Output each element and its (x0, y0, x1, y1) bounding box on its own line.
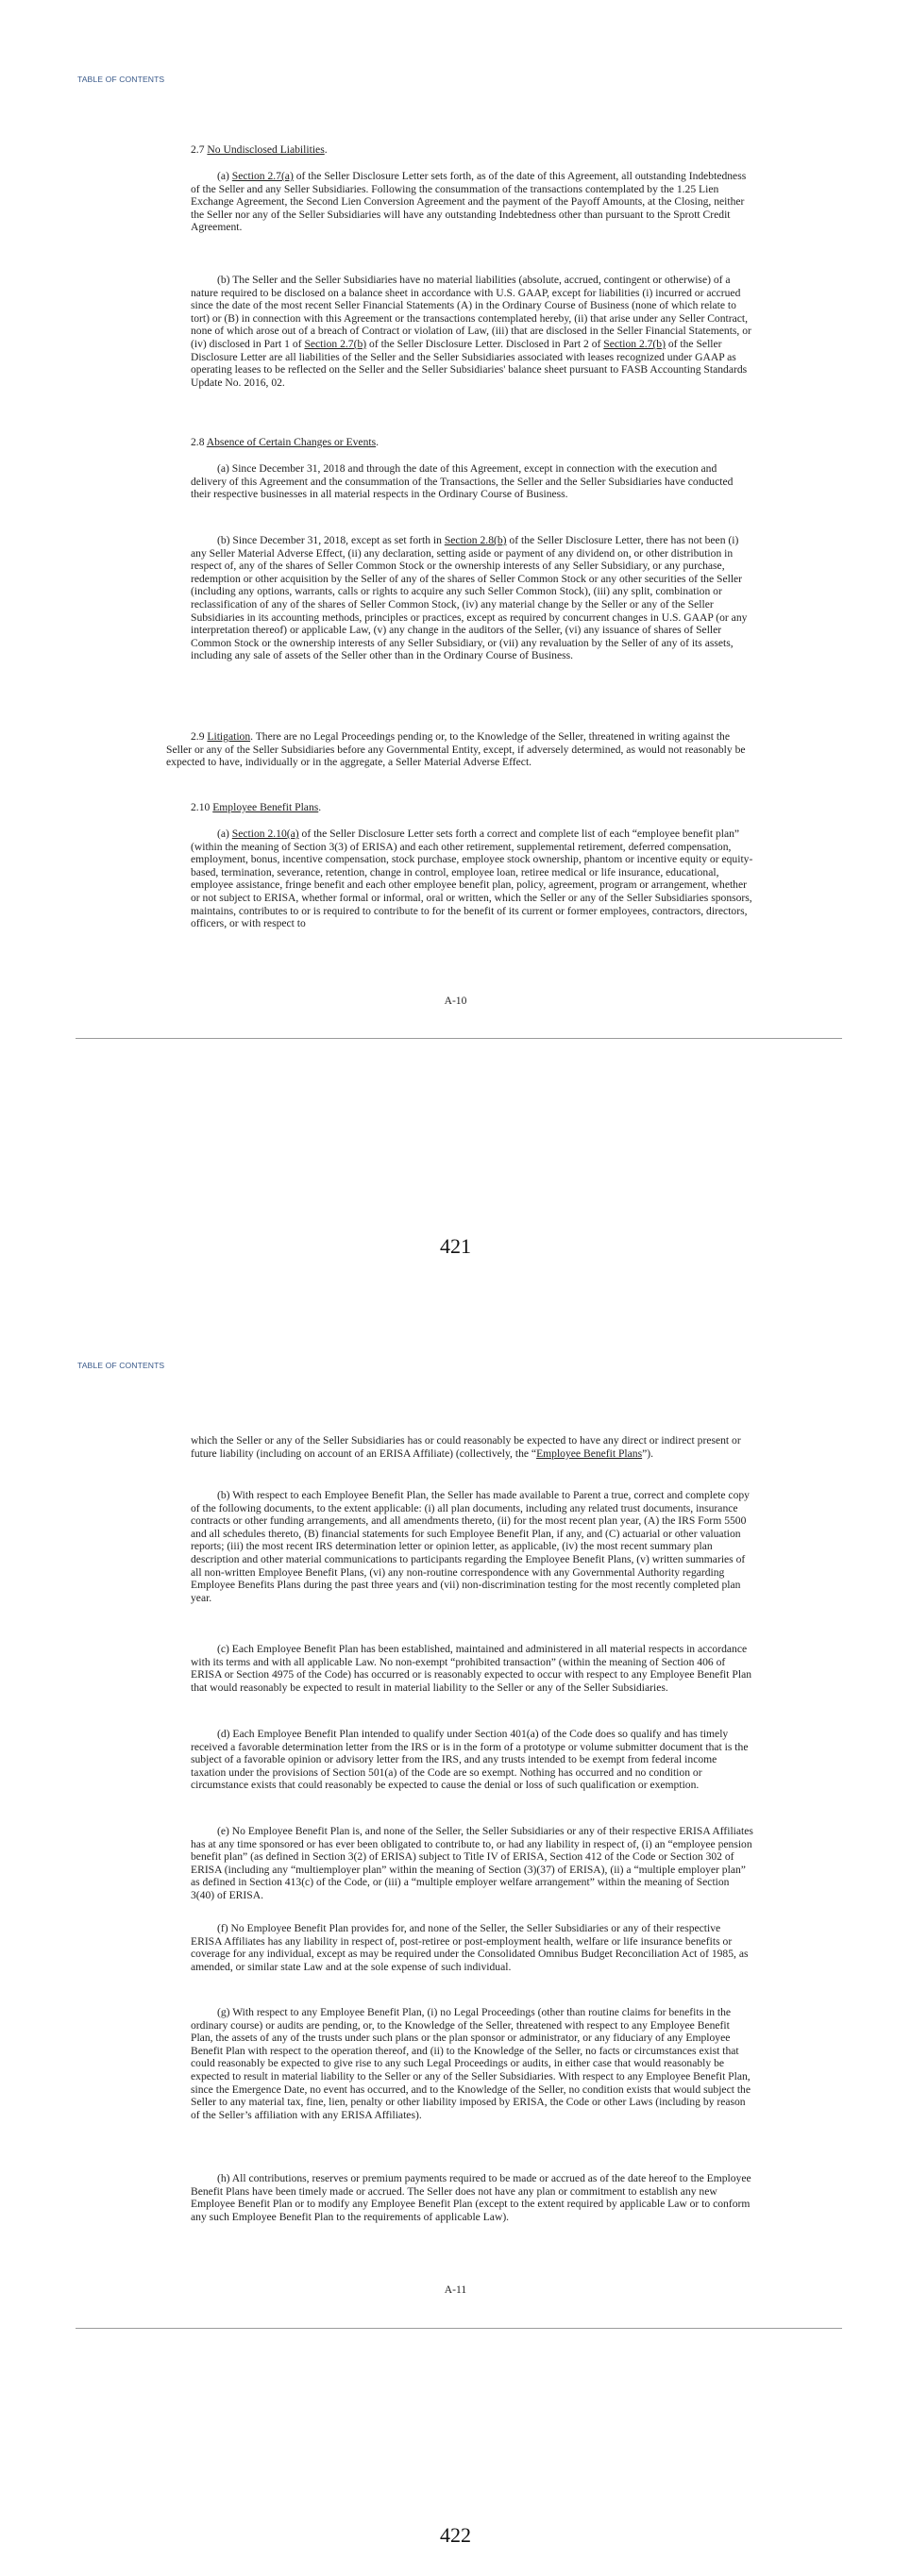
section-title: No Undisclosed Liabilities (207, 143, 325, 156)
section-2-10-g: (g) With respect to any Employee Benefit Plan, (i) no Legal Proceedings (other than routine claims for benefits in the ordinary course) or audits are pending, or, to the Knowledge of the Seller, threatened with respect to any Employee Benefit Plan, the assets of any of the trusts under such plans or the plan sponsor or administrator, or any fiduciary of any Employee Benefit Plan with respect to the operation thereof, and (ii) to the Knowledge of the Seller, no facts or circumstances exist that could reasonably be expected to give rise to any such Legal Proceedings or audits, in either case that would reasonably be expected to result in material liability to the Seller or any of the Seller Subsidiaries. With respect to any Employee Benefit Plan, since the Emergence Date, no event has occurred, and to the Knowledge of the Seller, no condition exists that would subject the Seller to any material tax, fine, lien, penalty or other liability imposed by ERISA, the Code or other Laws (including by reason of the Seller’s affiliation with any ERISA Affiliates). (191, 2006, 751, 2121)
page-divider (76, 1038, 842, 1039)
table-of-contents-link[interactable]: TABLE OF CONTENTS (77, 1361, 165, 1370)
section-2-10-heading: 2.10 Employee Benefit Plans. (191, 801, 322, 813)
page-divider (76, 2328, 842, 2329)
section-2-7-a: (a) Section 2.7(a) of the Seller Disclosure Letter sets forth, as of the date of this Agreement, all outstanding Indebtedness of the Seller and any Seller Subsidiaries. Following the consummation of the transactions contemplated by the 1.25 Lien Exchange Agreement, the Second Lien Conversion Agreement and the payment of the Payoff Amounts, at the Closing, neither the Seller nor any of the Seller Subsidiaries will have any outstanding Indebtedness other than pursuant to the Sprott Credit Agreement. (191, 170, 747, 234)
section-number: 2.10 (191, 801, 211, 813)
section-2-7-heading: 2.7 No Undisclosed Liabilities. (191, 143, 328, 156)
section-reference: Section 2.7(b) (603, 337, 666, 350)
section-2-7 (191, 143, 753, 157)
page-folio: A-10 (444, 995, 467, 1007)
page-folio: A-11 (444, 2283, 467, 2296)
section-2-10-d: (d) Each Employee Benefit Plan intended to qualify under Section 401(a) of the Code does so qualify and has timely received a favorable determination letter from the IRS or is in the form of a prototype or volume submitter document that is the subject of a favorable opinion or advisory letter from the IRS, and any trusts intended to be exempt from federal income taxation under the provisions of Section 501(a) of the Code are so exempt. Nothing has occurred and no condition or circumstance exists that could reasonably be expected to cause the denial or loss of such qualification or exemption. (191, 1728, 749, 1792)
section-2-10-e: (e) No Employee Benefit Plan is, and none of the Seller, the Seller Subsidiaries or any of their respective ERISA Affiliates has at any time sponsored or has ever been obligated to contribute to, or had any liability in respect of, (i) an “employee pension benefit plan” (as defined in Section 3(2) of ERISA) subject to Title IV of ERISA, Section 412 of the Code or Section 302 of ERISA (including any “multiemployer plan” within the meaning of Section (3)(37) of ERISA), (ii) a “multiple employer plan” as defined in Section 413(c) of the Code, or (iii) a “multiple employer welfare arrangement” within the meaning of Section 3(40) of ERISA. (191, 1825, 753, 1901)
section-2-8-b: (b) Since December 31, 2018, except as set forth in Section 2.8(b) of the Seller Disclosure Letter, there has not been (i) any Seller Material Adverse Effect, (ii) any declaration, setting aside or payment of any dividend on, or other distribution in respect of, any of the shares of Seller Common Stock or the ownership interests of any Seller Subsidiary, or any purchase, redemption or other acquisition by the Seller of any of the shares of Seller Common Stock or any other securities of the Seller (including any options, warrants, calls or rights to acquire any such Seller Common Stock), (iii) any split, combination or reclassification of any of the shares of Seller Common Stock, (iv) any material change by the Seller or any of the Seller Subsidiaries in its accounting methods, principles or practices, except as required by concurrent changes in U.S. GAAP (or any interpretation thereof) or applicable Law, (v) any change in the auditors of the Seller, (vi) any issuance of shares of Seller Common Stock or the ownership interests of any Seller Subsidiary, or (vii) any revaluation by the Seller of any of its assets, including any sale of assets of the Seller other than in the Ordinary Course of Business. (191, 534, 748, 662)
page-number: 421 (440, 1234, 471, 1258)
section-reference: Section 2.7(a) (231, 170, 294, 182)
section-2-8-heading: 2.8 Absence of Certain Changes or Events. (191, 436, 380, 448)
section-number: 2.8 (191, 436, 205, 448)
defined-term: Employee Benefit Plans (536, 1447, 643, 1460)
section-2-10-a-continued: which the Seller or any of the Seller Subsidiaries has or could reasonably be expected to have any direct or indirect present or future liability (including on account of an ERISA Affiliate) (collectively, the “Employee Benefit Plans”). (191, 1434, 741, 1460)
section-2-8 (191, 436, 753, 449)
section-2-10-a: (a) Section 2.10(a) of the Seller Disclosure Letter sets forth a correct and complete list of each “employee benefit plan” (within the meaning of Section 3(3) of ERISA) and each other retirement, supplemental retirement, deferred compensation, employment, bonus, incentive compensation, stock purchase, employee stock ownership, phantom or incentive equity or equity-based, termination, severance, retention, change in control, employee loan, retiree medical or life insurance, educational, employee assistance, fringe benefit and each other employee benefit plan, policy, agreement, program or arrangement, whether or not subject to ERISA, whether formal or informal, oral or written, which the Seller or any of the Seller Subsidiaries sponsors, maintains, contributes to or is required to contribute to for the benefit of its current or former employees, contractors, directors, officers, or with respect to (191, 828, 753, 930)
section-2-10-f: (f) No Employee Benefit Plan provides for, and none of the Seller, the Seller Subsidiaries or any of their respective ERISA Affiliates has any liability in respect of, post-retiree or post-employment health, welfare or life insurance benefits or coverage for any individual, except as may be required under the Consolidated Omnibus Budget Reconciliation Act of 1985, as amended, or similar state Law and at the sole expense of such individual. (191, 1922, 749, 1973)
section-2-8-a: (a) Since December 31, 2018 and through the date of this Agreement, except in connection with the execution and delivery of this Agreement and the consummation of the Transactions, the Seller and the Seller Subsidiaries have conducted their respective businesses in all material respects in the Ordinary Course of Business. (191, 462, 734, 501)
table-of-contents-link[interactable]: TABLE OF CONTENTS (77, 75, 165, 84)
section-reference: Section 2.7(b) (304, 337, 367, 350)
page-number: 422 (440, 2523, 471, 2547)
section-number: 2.9 (191, 730, 205, 743)
section-title: Absence of Certain Changes or Events (206, 436, 377, 448)
section-reference: Section 2.10(a) (231, 828, 299, 840)
section-2-10-b: (b) With respect to each Employee Benefit Plan, the Seller has made available to Parent a true, correct and complete copy of the following documents, to the extent applicable: (i) all plan documents, including any related trust documents, insurance contracts or other funding arrangements, and all amendments thereto, (ii) for the most recent plan year, (A) the IRS Form 5500 and all schedules thereto, (B) financial statements for such Employee Benefit Plan, if any, and (C) actuarial or other valuation reports; (iii) the most recent IRS determination letter or opinion letter, as applicable, (iv) the most recent summary plan description and other material communications to participants regarding the Employee Benefit Plans, (v) written summaries of all non-written Employee Benefit Plans, (vi) any non-routine correspondence with any Governmental Authority regarding Employee Benefits Plans during the past three years and (vii) non-discrimination testing for the most recently completed plan year. (191, 1489, 750, 1604)
section-reference: Section 2.8(b) (444, 534, 507, 546)
section-title: Employee Benefit Plans (212, 801, 319, 813)
section-2-7-b: (b) The Seller and the Seller Subsidiaries have no material liabilities (absolute, accrued, contingent or otherwise) of a nature required to be disclosed on a balance sheet in accordance with U.S. GAAP, except for liabilities (i) incurred or accrued since the date of the most recent Seller Financial Statements (A) in the Ordinary Course of Business (none of which relate to tort) or (B) in connection with this Agreement or the transactions contemplated hereby, (ii) that arise under any Seller Contract, none of which arose out of a breach of Contract or violation of Law, (iii) that are disclosed in the Seller Financial Statements, or (iv) disclosed in Part 1 of Section 2.7(b) of the Seller Disclosure Letter. Disclosed in Part 2 of Section 2.7(b) of the Seller Disclosure Letter are all liabilities of the Seller and the Seller Subsidiaries associated with leases recognized under GAAP as operating leases to be reflected on the Seller and the Seller Subsidiaries' balance sheet pursuant to FASB Accounting Standards Update No. 2016, 02. (191, 274, 751, 389)
section-title: Litigation (207, 730, 251, 743)
section-2-9: 2.9 Litigation. There are no Legal Proceedings pending or, to the Knowledge of the Seller, threatened in writing against the Seller or any of the Seller Subsidiaries before any Governmental Entity, except, if adversely determined, as would not reasonably be expected to have, individually or in the aggregate, a Seller Material Adverse Effect. (166, 730, 746, 769)
section-2-10 (191, 801, 753, 814)
section-2-10-c: (c) Each Employee Benefit Plan has been established, maintained and administered in all material respects in accordance with its terms and with all applicable Law. No non-exempt “prohibited transaction” (within the meaning of Section 406 of ERISA or Section 4975 of the Code) has occurred or is reasonably expected to occur with respect to any Employee Benefit Plan that would reasonably be expected to result in material liability to the Seller or any of the Seller Subsidiaries. (191, 1643, 752, 1694)
section-2-10-h: (h) All contributions, reserves or premium payments required to be made or accrued as of the date hereof to the Employee Benefit Plans have been timely made or accrued. The Seller does not have any plan or commitment to establish any new Employee Benefit Plan or to modify any Employee Benefit Plan (except to the extent required by applicable Law or to conform any such Employee Benefit Plan to the requirements of applicable Law). (191, 2172, 751, 2223)
section-number: 2.7 (191, 143, 205, 156)
